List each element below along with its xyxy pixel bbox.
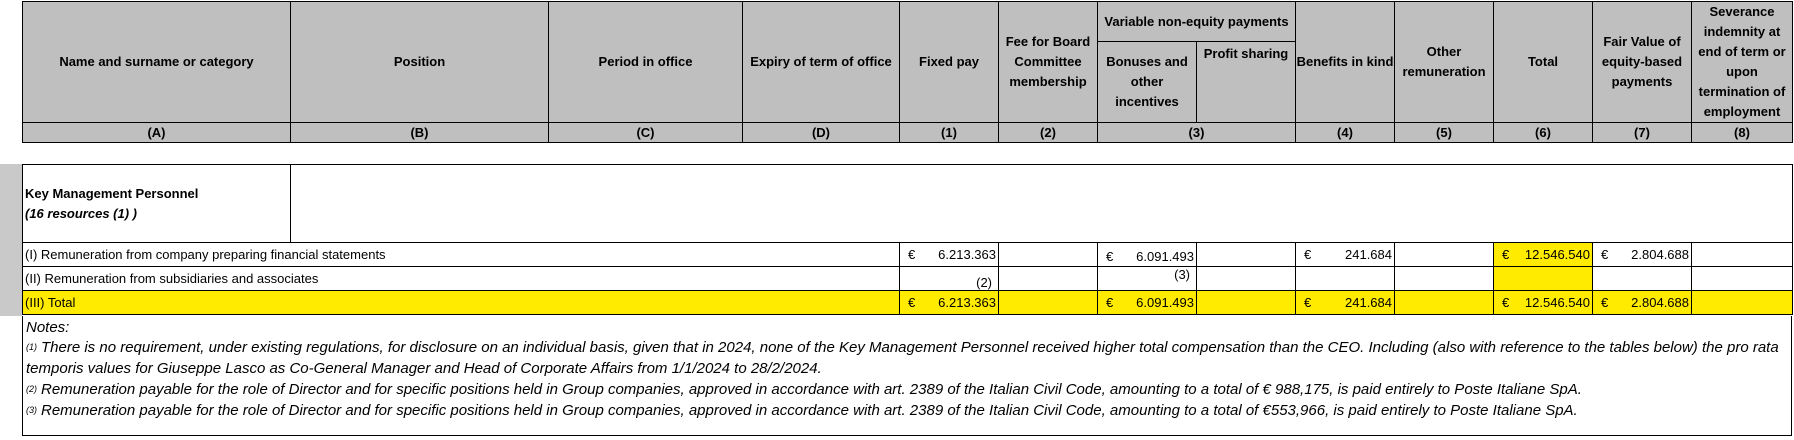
note-marker: (2) — [26, 384, 37, 394]
col-header-fixed-pay: Fixed pay — [900, 2, 999, 123]
col-header-period: Period in office — [549, 2, 743, 123]
profit-sharing-cell — [1197, 243, 1296, 267]
currency-symbol: € — [1304, 295, 1312, 310]
fixed-pay-value: 6.213.363 — [938, 247, 996, 262]
group-title: Key Management Personnel — [25, 185, 199, 201]
other-cell — [1395, 291, 1494, 315]
group-label-cell — [23, 165, 291, 243]
col-header-benefits: Benefits in kind — [1296, 2, 1395, 123]
col-code-3: (3) — [1098, 123, 1296, 143]
notes-title: Notes: — [26, 319, 70, 336]
benefits-value: 241.684 — [1345, 295, 1392, 310]
fixed-pay-note: (2) — [900, 267, 999, 291]
col-header-name: Name and surname or category — [23, 2, 291, 123]
note-2 — [26, 379, 1788, 400]
col-code-2: (2) — [999, 123, 1098, 143]
col-code-a: (A) — [23, 123, 291, 143]
currency-symbol: € — [1502, 247, 1510, 262]
table-row — [23, 243, 1793, 267]
other-cell — [1395, 243, 1494, 267]
header-table — [22, 1, 1793, 143]
col-code-4: (4) — [1296, 123, 1395, 143]
fixed-pay-value: 6.213.363 — [938, 295, 996, 310]
committee-fee-cell — [999, 243, 1098, 267]
severance-cell — [1692, 243, 1793, 267]
total-value: 12.546.540 — [1524, 295, 1590, 310]
col-header-severance: Severance indemnity at end of term or upon termination of employment — [1692, 2, 1793, 123]
fair-value-cell — [1593, 291, 1692, 315]
note-marker: (1) — [26, 342, 37, 352]
bonuses-value: 6.091.493 — [1136, 248, 1194, 264]
bonuses-note: (3) — [1098, 267, 1197, 291]
table-row — [23, 267, 1793, 291]
fixed-pay-cell — [900, 243, 999, 267]
currency-symbol: € — [1601, 247, 1609, 262]
col-header-fair-value: Fair Value of equity-based payments — [1593, 2, 1692, 123]
currency-symbol: € — [908, 247, 916, 262]
bonuses-value: 6.091.493 — [1136, 295, 1194, 310]
col-code-b: (B) — [291, 123, 549, 143]
bonuses-cell — [1098, 291, 1197, 315]
currency-symbol: € — [1502, 295, 1510, 310]
group-blank-cell — [291, 165, 1793, 243]
col-header-other: Other remuneration — [1395, 2, 1494, 123]
body-table — [22, 164, 1793, 315]
left-gray-band — [0, 164, 22, 316]
col-code-c: (C) — [549, 123, 743, 143]
col-header-variable-group: Variable non-equity payments — [1098, 2, 1296, 42]
note-1 — [26, 337, 1788, 379]
fixed-pay-cell — [900, 291, 999, 315]
col-code-6: (6) — [1494, 123, 1593, 143]
col-header-position: Position — [291, 2, 549, 123]
col-code-d: (D) — [743, 123, 900, 143]
col-header-total: Total — [1494, 2, 1593, 123]
bonuses-cell — [1098, 243, 1197, 267]
benefits-cell — [1296, 267, 1395, 291]
total-cell — [1494, 291, 1593, 315]
table-row-total — [23, 291, 1793, 315]
note-3 — [26, 400, 1788, 421]
benefits-value: 241.684 — [1345, 247, 1392, 262]
col-header-expiry: Expiry of term of office — [743, 2, 900, 123]
fair-value-cell — [1593, 267, 1692, 291]
total-value: 12.546.540 — [1524, 247, 1590, 262]
note-text: There is no requirement, under existing regulations, for disclosure on an individual basis, given that in 2024, none of the Key Management Personnel received higher total compensation than the CEO. Including (also with reference to the tables below) the pro rata temporis values for Giuseppe Lasco as Co-General Manager and Head of Corporate Affairs from 1/1/2024 to 28/2/2024. — [26, 339, 1779, 377]
currency-symbol: € — [1304, 247, 1312, 262]
col-code-8: (8) — [1692, 123, 1793, 143]
note-text: Remuneration payable for the role of Director and for specific positions held in Group companies, approved in accordance with art. 2389 of the Italian Civil Code, amounting to a total of € 988,175, is paid entirely to Poste Italiane SpA. — [41, 381, 1582, 398]
currency-symbol: € — [1106, 295, 1114, 310]
other-cell — [1395, 267, 1494, 291]
currency-symbol: € — [908, 295, 916, 310]
currency-symbol: € — [1106, 248, 1114, 264]
col-code-7: (7) — [1593, 123, 1692, 143]
row-label: (I) Remuneration from company preparing financial statements — [23, 243, 900, 267]
fair-value-cell — [1593, 243, 1692, 267]
col-header-bonuses: Bonuses and other incentives — [1098, 42, 1197, 123]
group-subtitle: (16 resources (1) ) — [25, 205, 137, 221]
currency-symbol: € — [1601, 295, 1609, 310]
fair-value-value: 2.804.688 — [1631, 247, 1689, 262]
total-cell — [1494, 243, 1593, 267]
col-header-committee-fee: Fee for Board Committee membership — [999, 2, 1098, 123]
col-header-profit-sharing: Profit sharing — [1197, 42, 1296, 123]
note-marker: (3) — [26, 405, 37, 415]
severance-cell — [1692, 267, 1793, 291]
severance-cell — [1692, 291, 1793, 315]
col-code-1: (1) — [900, 123, 999, 143]
profit-sharing-cell — [1197, 267, 1296, 291]
committee-fee-cell — [999, 267, 1098, 291]
total-cell — [1494, 267, 1593, 291]
fair-value-value: 2.804.688 — [1631, 295, 1689, 310]
row-label: (III) Total — [23, 291, 900, 315]
profit-sharing-cell — [1197, 291, 1296, 315]
note-text: Remuneration payable for the role of Director and for specific positions held in Group companies, approved in accordance with art. 2389 of the Italian Civil Code, amounting to a total of €553,966, is paid entirely to Poste Italiane SpA. — [41, 402, 1578, 419]
row-label: (II) Remuneration from subsidiaries and associates — [23, 267, 900, 291]
notes-section — [22, 316, 1792, 436]
committee-fee-cell — [999, 291, 1098, 315]
benefits-cell — [1296, 291, 1395, 315]
benefits-cell — [1296, 243, 1395, 267]
col-code-5: (5) — [1395, 123, 1494, 143]
